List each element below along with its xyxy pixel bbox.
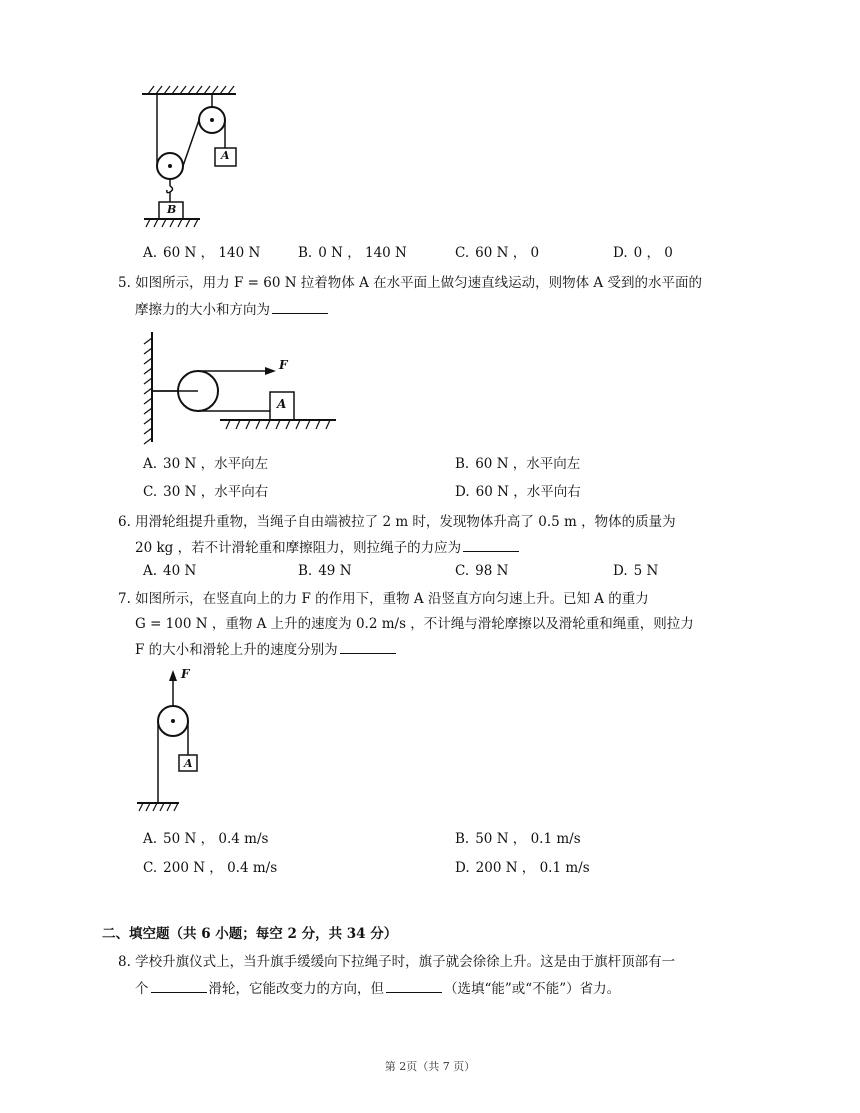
q6-option-b[interactable]: B. 49 N bbox=[298, 563, 352, 579]
q5-block-label: A bbox=[277, 397, 287, 411]
q7-answer-blank[interactable] bbox=[340, 639, 396, 654]
q5-force-label: F bbox=[279, 358, 288, 372]
q7-figure bbox=[135, 668, 215, 816]
q6-answer-blank[interactable] bbox=[463, 537, 519, 552]
page-footer: 第 2页（共 7 页） bbox=[384, 1060, 476, 1073]
q8-blank-2[interactable] bbox=[386, 978, 442, 993]
q4-block-a-label: A bbox=[221, 149, 230, 162]
q4-option-d[interactable]: D. 0 ， 0 bbox=[613, 245, 673, 261]
q7-stem-line1: 7. 如图所示，在竖直向上的力 F 的作用下，重物 A 沿竖直方向匀速上升。已知 A 的重力 bbox=[118, 591, 649, 607]
q8-blank-1[interactable] bbox=[151, 978, 207, 993]
q7-block-label: A bbox=[184, 757, 193, 770]
q6-stem-line2: 20 kg ，若不计滑轮重和摩擦阻力，则拉绳子的力应为 bbox=[135, 537, 521, 558]
q4-option-c[interactable]: C. 60 N ， 0 bbox=[455, 245, 540, 261]
q7-force-label: F bbox=[181, 667, 190, 681]
q7-stem-line3: F 的大小和滑轮上升的速度分别为 bbox=[135, 639, 398, 660]
q5-answer-blank[interactable] bbox=[272, 299, 328, 314]
q5-option-d[interactable]: D. 60 N ，水平向右 bbox=[455, 484, 581, 500]
q6-stem-line1: 6. 用滑轮组提升重物，当绳子自由端被拉了 2 m 时，发现物体升高了 0.5 m ，物体的质量为 bbox=[118, 514, 676, 530]
q7-stem-line2: G = 100 N ，重物 A 上升的速度为 0.2 m/s ，不计绳与滑轮摩擦以及滑轮重和绳重，则拉力 bbox=[135, 616, 694, 632]
q5-option-c[interactable]: C. 30 N ，水平向右 bbox=[143, 484, 269, 500]
q8-stem-line2: 个 滑轮，它能改变力的方向，但 （选填“能”或“不能”）省力。 bbox=[135, 978, 620, 999]
q5-stem-line1: 5. 如图所示，用力 F = 60 N 拉着物体 A 在水平面上做匀速直线运动，则物体 A 受到的水平面的 bbox=[118, 275, 702, 291]
q6-option-d[interactable]: D. 5 N bbox=[613, 563, 659, 579]
q7-option-a[interactable]: A. 50 N ， 0.4 m/s bbox=[143, 831, 269, 847]
q5-option-b[interactable]: B. 60 N ，水平向左 bbox=[455, 456, 581, 472]
q4-figure bbox=[140, 80, 250, 240]
q4-block-b-label: B bbox=[167, 203, 177, 216]
q5-stem-line2: 摩擦力的大小和方向为 bbox=[135, 299, 330, 320]
q6-option-c[interactable]: C. 98 N bbox=[455, 563, 509, 579]
q4-option-a[interactable]: A. 60 N ， 140 N bbox=[143, 245, 261, 261]
section-heading-fill-in: 二、填空题（共 6 小题；每空 2 分，共 34 分） bbox=[102, 926, 398, 942]
q8-stem-line1: 8. 学校升旗仪式上，当升旗手缓缓向下拉绳子时，旗子就会徐徐上升。这是由于旗杆顶部有一 bbox=[118, 954, 676, 970]
q7-option-c[interactable]: C. 200 N ， 0.4 m/s bbox=[143, 860, 278, 876]
q7-option-b[interactable]: B. 50 N ， 0.1 m/s bbox=[455, 831, 581, 847]
q7-option-d[interactable]: D. 200 N ， 0.1 m/s bbox=[455, 860, 590, 876]
q6-option-a[interactable]: A. 40 N bbox=[143, 563, 197, 579]
q4-option-b[interactable]: B. 0 N ， 140 N bbox=[298, 245, 407, 261]
q5-figure bbox=[140, 330, 340, 445]
q5-option-a[interactable]: A. 30 N ，水平向左 bbox=[143, 456, 269, 472]
